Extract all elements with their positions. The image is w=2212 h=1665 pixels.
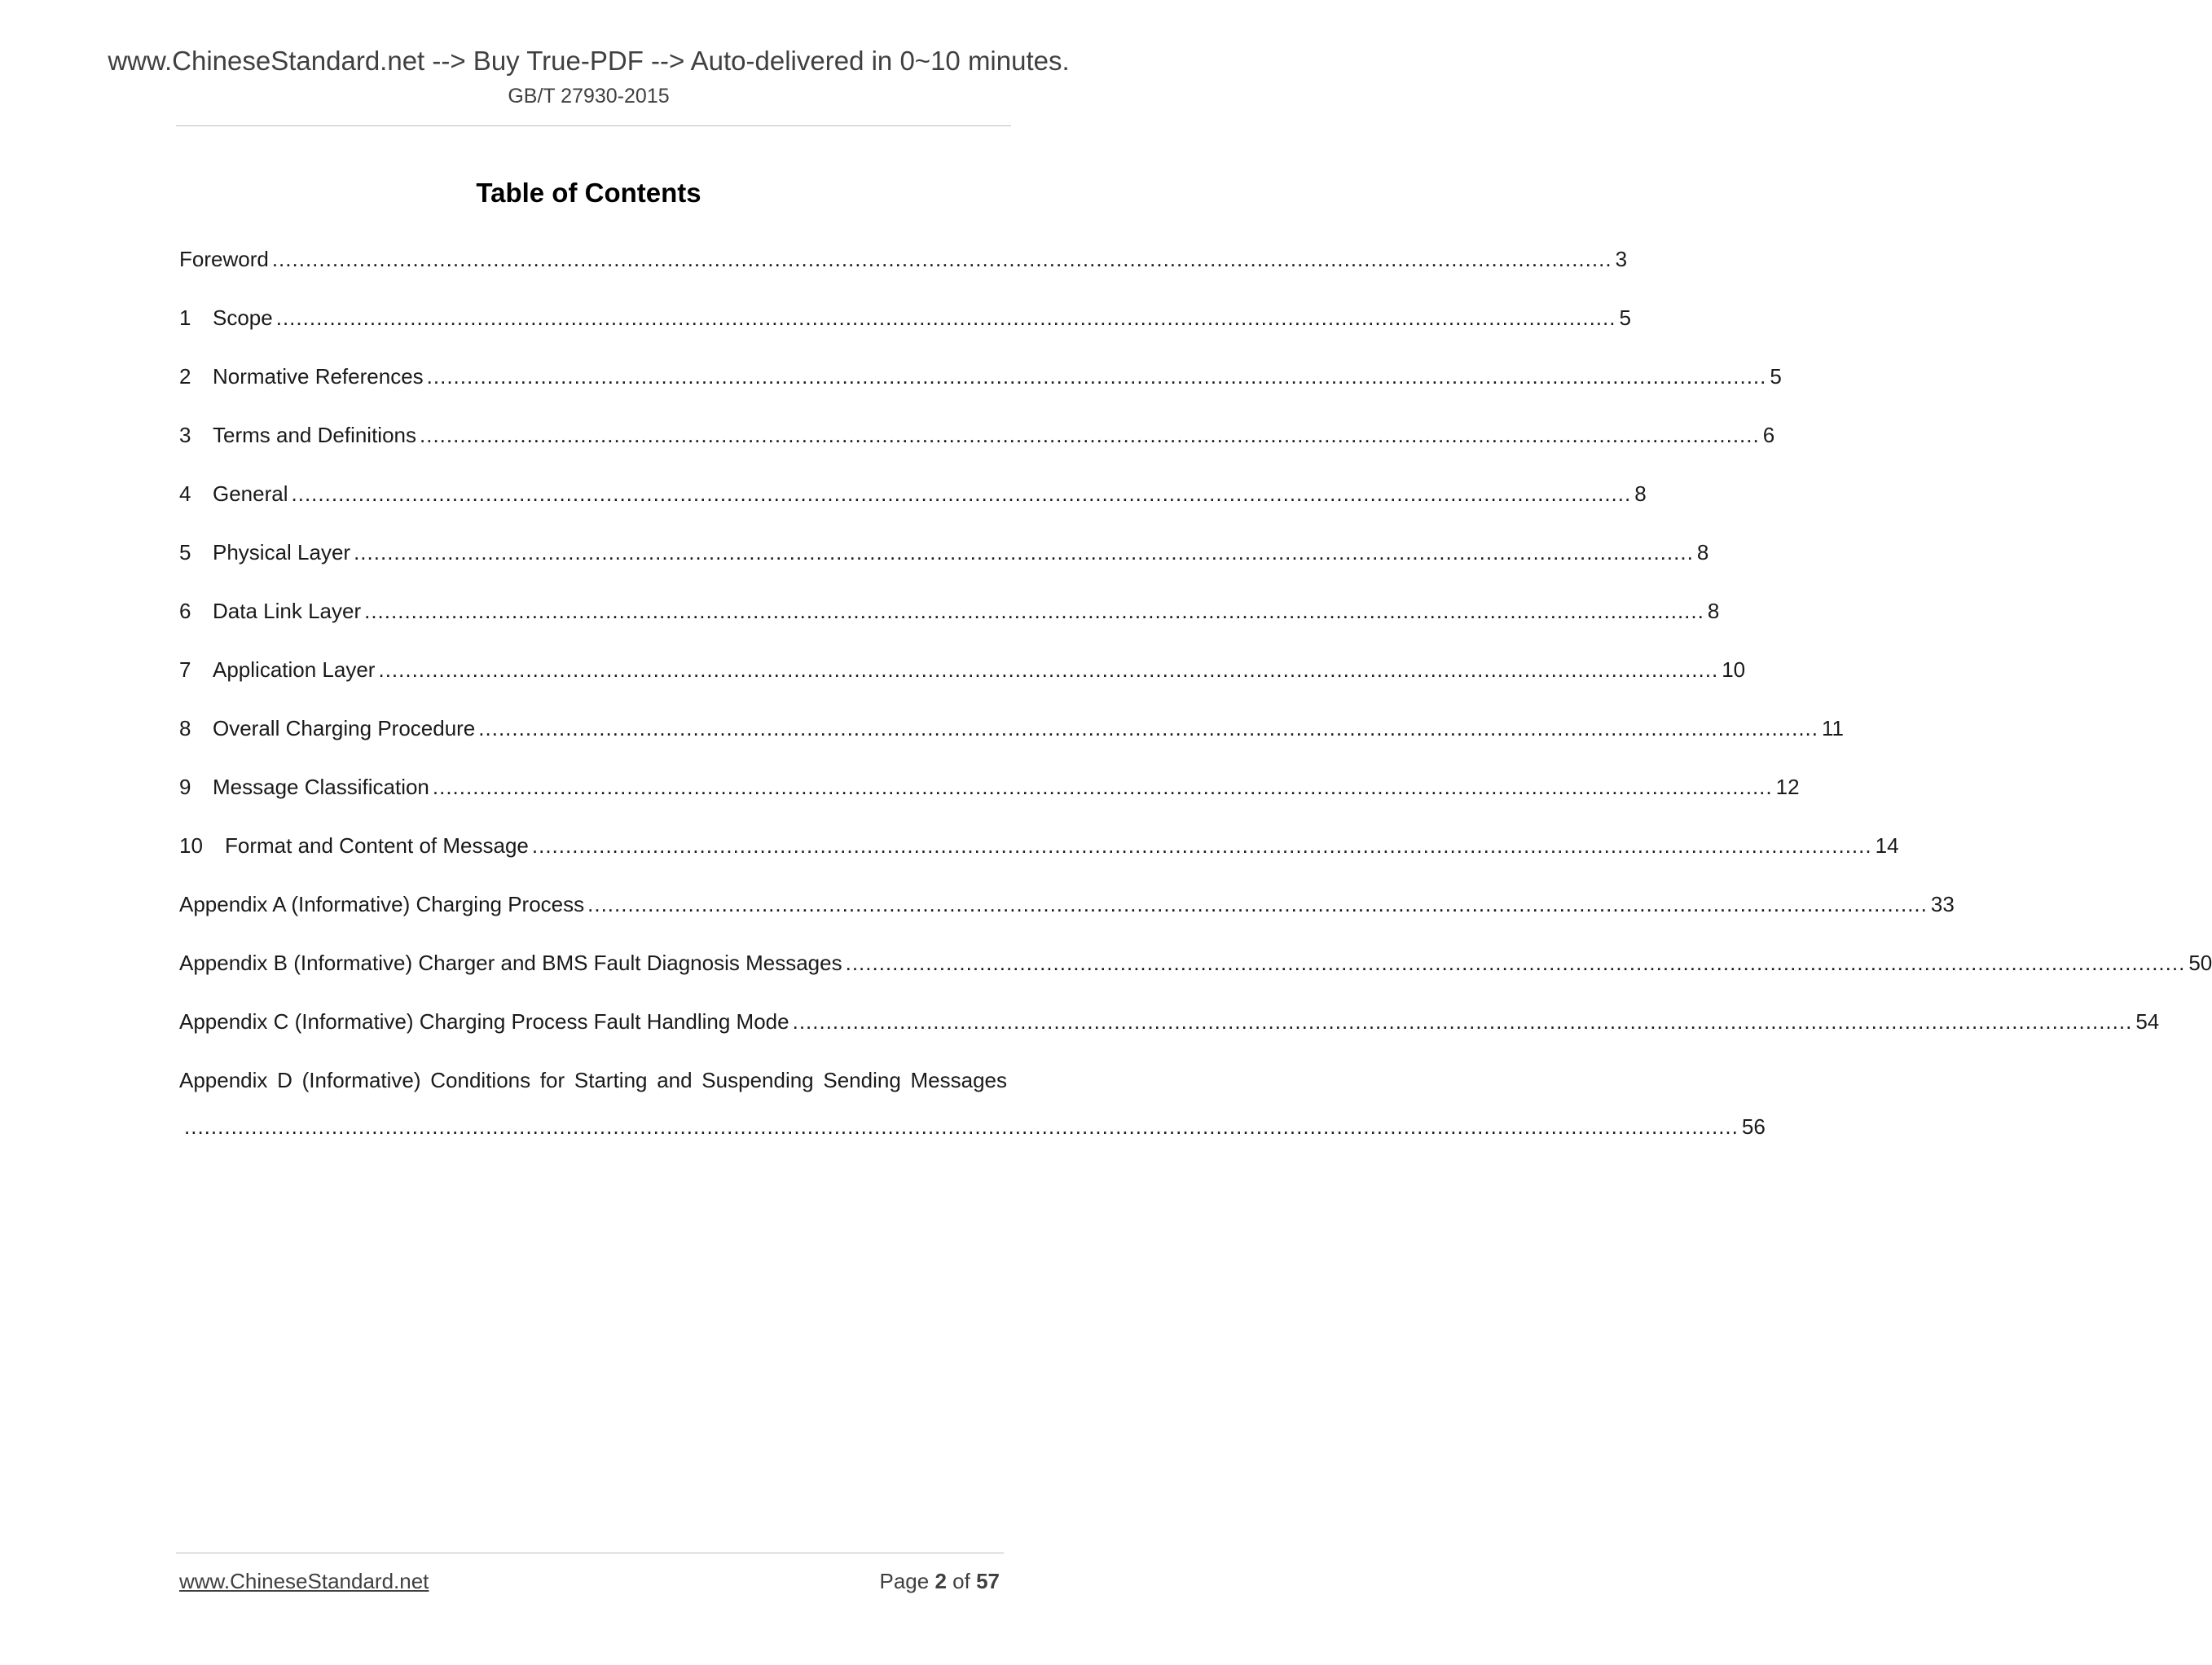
toc-entry-label: Appendix D (Informative) Conditions for Starting and Suspending Sending Messages [179, 1068, 1007, 1092]
toc-entry-label: Format and Content of Message [225, 833, 529, 858]
toc-entry-label: Message Classification [213, 775, 429, 799]
toc-entry-page: 50 [2188, 951, 2212, 975]
toc-entry-page: 14 [1875, 833, 1899, 858]
toc-entry-number: 8 [179, 716, 191, 740]
toc-entry-label: Appendix B (Informative) Charger and BMS Fault Diagnosis Messages [179, 951, 842, 975]
toc-entry-page: 8 [1634, 481, 1647, 506]
total-pages: 57 [976, 1569, 1000, 1593]
toc-entry-label: Overall Charging Procedure [213, 716, 476, 740]
toc-entry-physical-layer[interactable] [179, 538, 1709, 567]
toc-entry-appendix-c[interactable] [179, 1007, 2160, 1036]
page-indicator [879, 1569, 1000, 1594]
toc-entry-number: 10 [179, 833, 203, 858]
toc-entry-page: 8 [1696, 540, 1709, 565]
toc-entry-label: Physical Layer [213, 540, 351, 565]
toc-entry-terms-definitions[interactable] [179, 420, 1775, 450]
dot-leader: ........................................................................................................................................................................................................ [271, 247, 1612, 271]
toc-entry-page: 10 [1722, 657, 1746, 682]
toc-entry-page: 12 [1775, 775, 1800, 799]
header-divider [176, 125, 1011, 126]
toc-entry-number: 1 [179, 305, 191, 330]
toc-entry-number: 9 [179, 775, 191, 799]
toc-entry-number: 5 [179, 540, 191, 565]
dot-leader: ........................................................................................................................................................................................................ [275, 305, 1616, 330]
page-title: Table of Contents [476, 178, 701, 208]
toc-entry-label: Application Layer [213, 657, 376, 682]
toc-entry-label: Terms and Definitions [213, 423, 416, 447]
footer-site-link[interactable]: www.ChineseStandard.net [179, 1569, 429, 1593]
toc-entry-normative-references[interactable] [179, 362, 1782, 391]
standard-code: GB/T 27930-2015 [508, 85, 670, 108]
toc-entry-number: 7 [179, 657, 191, 682]
toc-entry-number: 2 [179, 364, 191, 389]
dot-leader: ........................................................................................................................................................................................................ [587, 892, 1928, 916]
toc-entry-label: Appendix C (Informative) Charging Process Fault Handling Mode [179, 1009, 789, 1034]
dot-leader: ........................................................................................................................................................................................................ [426, 364, 1767, 389]
page-prefix: Page [879, 1569, 930, 1593]
toc-entry-appendix-d-page[interactable] [179, 1112, 1766, 1141]
current-page-number: 2 [934, 1569, 947, 1593]
toc-entry-label: Normative References [213, 364, 424, 389]
toc-entry-label: Data Link Layer [213, 599, 362, 623]
toc-entry-foreword[interactable] [179, 244, 1628, 274]
toc-entry-label: General [213, 481, 288, 506]
toc-entry-page: 56 [1741, 1114, 1766, 1139]
dot-leader: ........................................................................................................................................................................................................ [531, 833, 1872, 858]
toc-entry-label: Foreword [179, 247, 269, 271]
dot-leader: ........................................................................................................................................................................................................ [291, 481, 1632, 506]
dot-leader: ........................................................................................................................................................................................................ [845, 951, 2186, 975]
toc-entry-label: Scope [213, 305, 273, 330]
toc-entry-page: 5 [1770, 364, 1782, 389]
toc-entry-message-classification[interactable] [179, 772, 1800, 802]
page-of: of [952, 1569, 970, 1593]
dot-leader: ........................................................................................................................................................................................................ [420, 423, 1760, 447]
toc-entry-scope[interactable] [179, 303, 1631, 332]
toc-entry-appendix-a[interactable] [179, 890, 1955, 919]
toc-entry-format-content-message[interactable] [179, 831, 1899, 860]
toc-entry-page: 33 [1930, 892, 1955, 916]
toc-entry-page: 54 [2135, 1009, 2160, 1034]
dot-leader: ........................................................................................................................................................................................................................................ [184, 1114, 1739, 1139]
dot-leader: ........................................................................................................................................................................................................ [364, 599, 1704, 623]
toc-entry-appendix-b[interactable] [179, 948, 2212, 977]
toc-entry-label: Appendix A (Informative) Charging Process [179, 892, 585, 916]
toc-entry-number: 6 [179, 599, 191, 623]
toc-entry-number: 3 [179, 423, 191, 447]
dot-leader: ........................................................................................................................................................................................................ [792, 1009, 2133, 1034]
toc-entry-page: 11 [1822, 716, 1845, 740]
toc-entry-application-layer[interactable] [179, 655, 1746, 684]
toc-entry-number: 4 [179, 481, 191, 506]
toc-entry-page: 3 [1615, 247, 1628, 271]
header-banner: www.ChineseStandard.net --> Buy True-PDF --> Auto-delivered in 0~10 minutes. [108, 46, 1070, 76]
toc-entry-appendix-d-title[interactable] [179, 1065, 1007, 1095]
dot-leader: ........................................................................................................................................................................................................ [378, 657, 1719, 682]
toc-entry-data-link-layer[interactable] [179, 596, 1720, 626]
toc-entry-page: 5 [1619, 305, 1631, 330]
toc-entry-general[interactable] [179, 479, 1647, 508]
dot-leader: ........................................................................................................................................................................................................ [432, 775, 1773, 799]
toc-entry-page: 6 [1762, 423, 1775, 447]
toc-entry-page: 8 [1707, 599, 1720, 623]
dot-leader: ........................................................................................................................................................................................................ [478, 716, 1819, 740]
dot-leader: ........................................................................................................................................................................................................ [354, 540, 1694, 565]
toc-entry-overall-charging-procedure[interactable] [179, 714, 1845, 743]
